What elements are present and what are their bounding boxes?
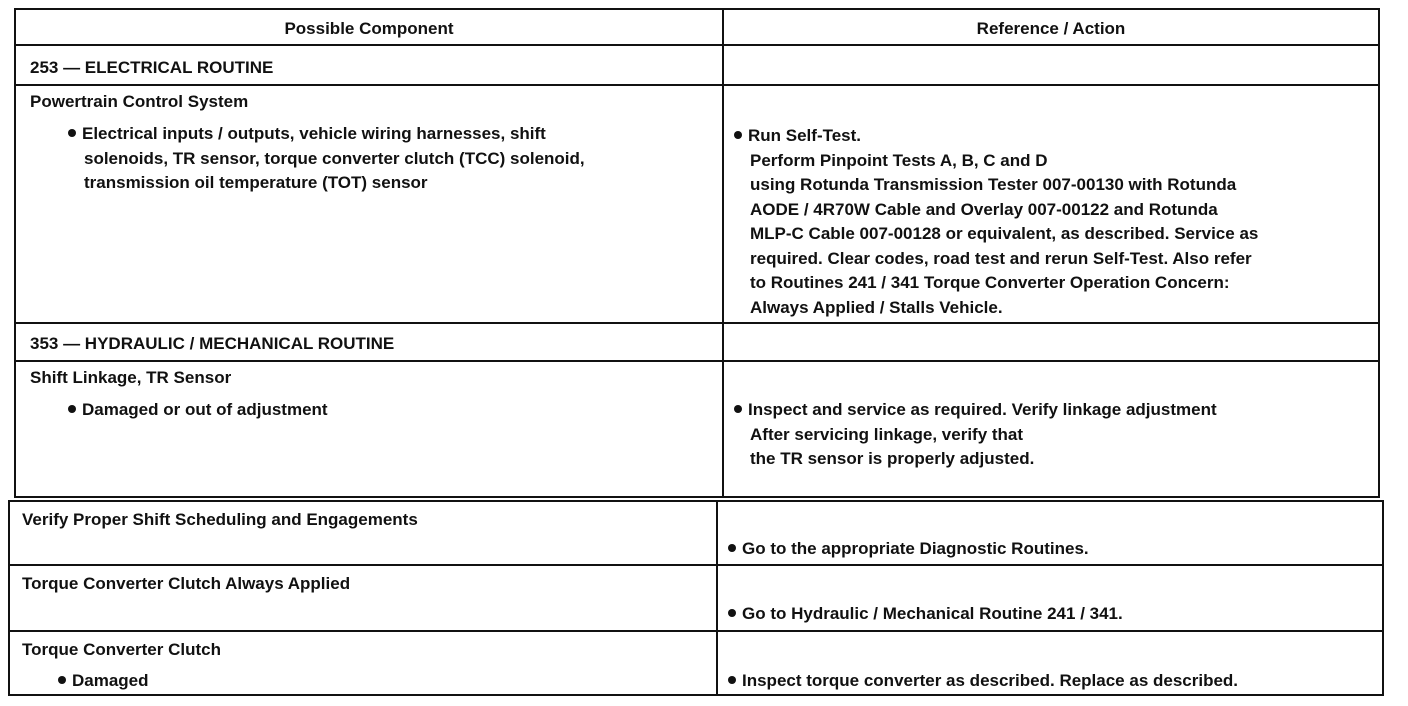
component-cell [14, 360, 724, 498]
action-text: Go to the appropriate Diagnostic Routines. [728, 537, 1089, 562]
row-title: Powertrain Control System [30, 92, 249, 111]
section-title-hydraulic: 353 — HYDRAULIC / MECHANICAL ROUTINE [30, 334, 395, 353]
component-cell [8, 500, 718, 566]
table-row [8, 500, 1384, 566]
table-row [8, 630, 1384, 696]
section-title-electrical: 253 — ELECTRICAL ROUTINE [30, 58, 274, 77]
row-title: Torque Converter Clutch Always Applied [22, 574, 351, 593]
table-row [14, 360, 1380, 498]
header-action-label: Reference / Action [976, 19, 1126, 38]
bullet-text: Electrical inputs / outputs, vehicle wiring harnesses, shift solenoids, TR sensor, torque converter clutch (TCC) solenoid, transmission oil temperature (TOT) sensor [68, 122, 585, 196]
bullet-icon [68, 129, 76, 137]
component-cell [14, 84, 724, 324]
header-row [14, 8, 1380, 46]
table-row [14, 84, 1380, 324]
action-text: Run Self-Test. Perform Pinpoint Tests A, B, C and D using Rotunda Transmission Tester 007-00130 with Rotunda AODE / 4R70W Cable and Overlay 007-00122 and Rotunda MLP-C Cable 007-00128 or equivalent, as described. Service as required. Clear codes, road test and rerun Self-Test. Also refer to Routines 241 / 341 Torque Converter Operation Concern: Always Applied / Stalls Vehicle. [734, 124, 1258, 320]
section-cell-hydraulic-empty [722, 322, 1380, 362]
section-cell-electrical-empty [722, 44, 1380, 86]
bullet-icon [728, 609, 736, 617]
action-cell [722, 360, 1380, 498]
bullet-icon [734, 131, 742, 139]
action-cell [716, 630, 1384, 696]
action-cell [716, 500, 1384, 566]
bullet-text: Damaged [58, 669, 149, 694]
action-text: Inspect torque converter as described. Replace as described. [728, 669, 1238, 694]
bullet-icon [68, 405, 76, 413]
component-cell [8, 630, 718, 696]
bullet-icon [728, 676, 736, 684]
section-cell-hydraulic [14, 322, 724, 362]
action-cell [722, 84, 1380, 324]
bullet-icon [734, 405, 742, 413]
bullet-text: Damaged or out of adjustment [68, 398, 328, 423]
action-text: Go to Hydraulic / Mechanical Routine 241 / 341. [728, 602, 1123, 627]
action-cell [716, 564, 1384, 632]
row-title: Verify Proper Shift Scheduling and Engagements [22, 510, 418, 529]
header-component-cell [14, 8, 724, 46]
section-cell-electrical [14, 44, 724, 86]
component-cell [8, 564, 718, 632]
bullet-icon [58, 676, 66, 684]
header-component-label: Possible Component [284, 19, 454, 38]
row-title: Shift Linkage, TR Sensor [30, 368, 232, 387]
section-row-electrical [14, 44, 1380, 86]
table-row [8, 564, 1384, 632]
header-action-cell [722, 8, 1380, 46]
row-title: Torque Converter Clutch [22, 640, 221, 659]
section-row-hydraulic [14, 322, 1380, 362]
action-text: Inspect and service as required. Verify linkage adjustment After servicing linkage, verify that the TR sensor is properly adjusted. [734, 398, 1217, 472]
bullet-icon [728, 544, 736, 552]
